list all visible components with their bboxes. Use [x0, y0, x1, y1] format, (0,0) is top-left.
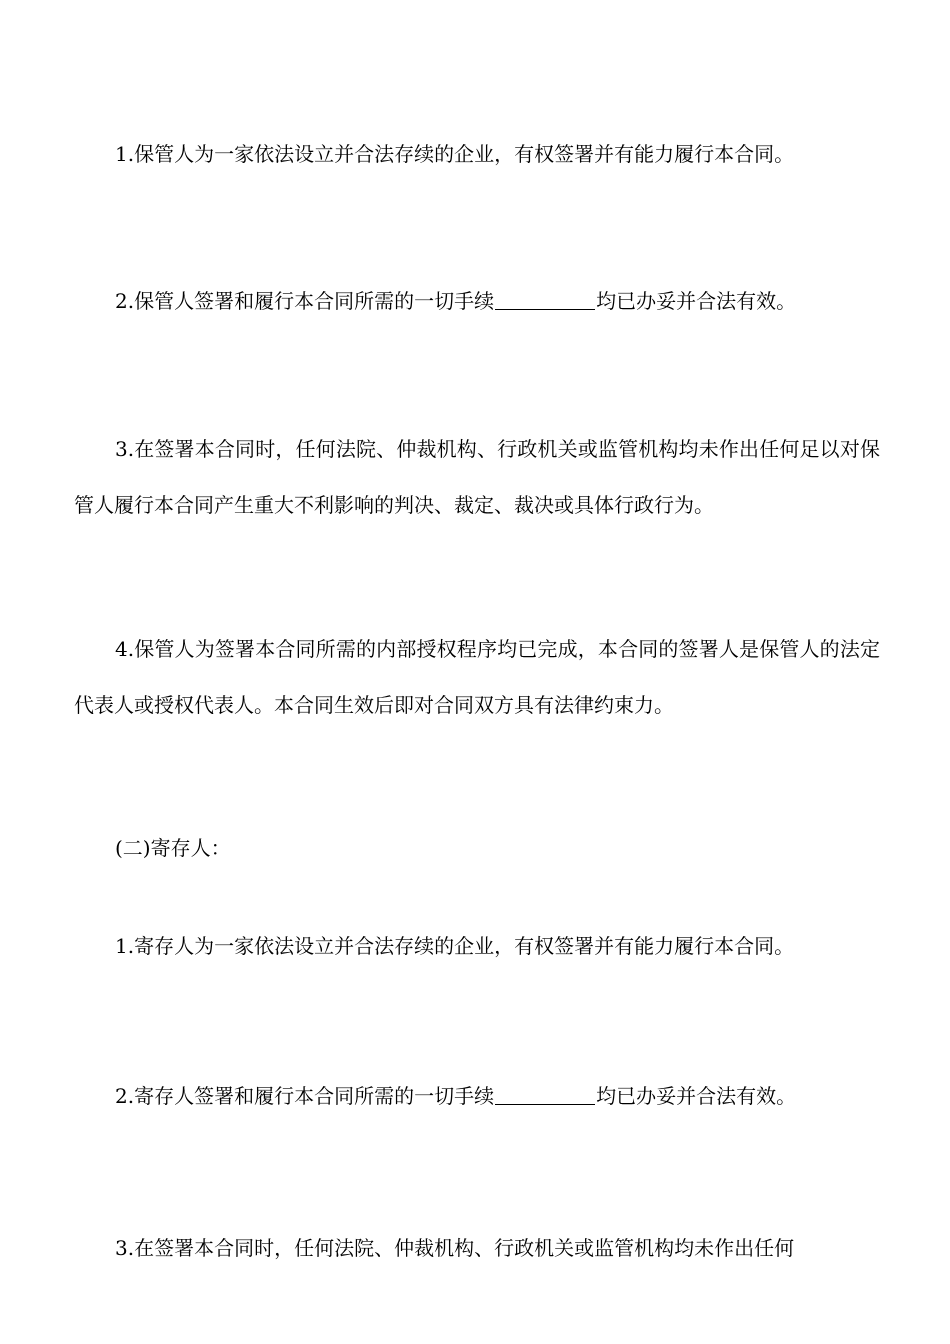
fill-in-blank[interactable] [495, 1084, 595, 1105]
depositor-clause-1: 1.寄存人为一家依法设立并合法存续的企业，有权签署并有能力履行本合同。 [115, 934, 795, 958]
custodian-clause-3: 3.在签署本合同时，任何法院、仲裁机构、行政机关或监管机构均未作出任何足以对保管人履行本合同产生重大不利影响的判决、裁定、裁决或具体行政行为。 [74, 437, 880, 517]
clause-text: 均已办妥并合法有效。 [596, 1084, 797, 1108]
depositor-heading: (二)寄存人： [115, 836, 231, 860]
depositor-clause-2 [74, 1068, 880, 1124]
clause-text: 均已办妥并合法有效。 [596, 289, 797, 313]
fill-in-blank[interactable] [495, 289, 595, 310]
depositor-clause-3: 3.在签署本合同时，任何法院、仲裁机构、行政机关或监管机构均未作出任何 [115, 1236, 795, 1260]
custodian-clause-4: 4.保管人为签署本合同所需的内部授权程序均已完成，本合同的签署人是保管人的法定代表人或授权代表人。本合同生效后即对合同双方具有法律约束力。 [74, 637, 880, 717]
custodian-clause-2 [74, 273, 880, 329]
clause-text: 2.保管人签署和履行本合同所需的一切手续 [115, 289, 495, 313]
clause-text: 2.寄存人签署和履行本合同所需的一切手续 [115, 1084, 495, 1108]
custodian-clause-1: 1.保管人为一家依法设立并合法存续的企业，有权签署并有能力履行本合同。 [115, 142, 795, 166]
